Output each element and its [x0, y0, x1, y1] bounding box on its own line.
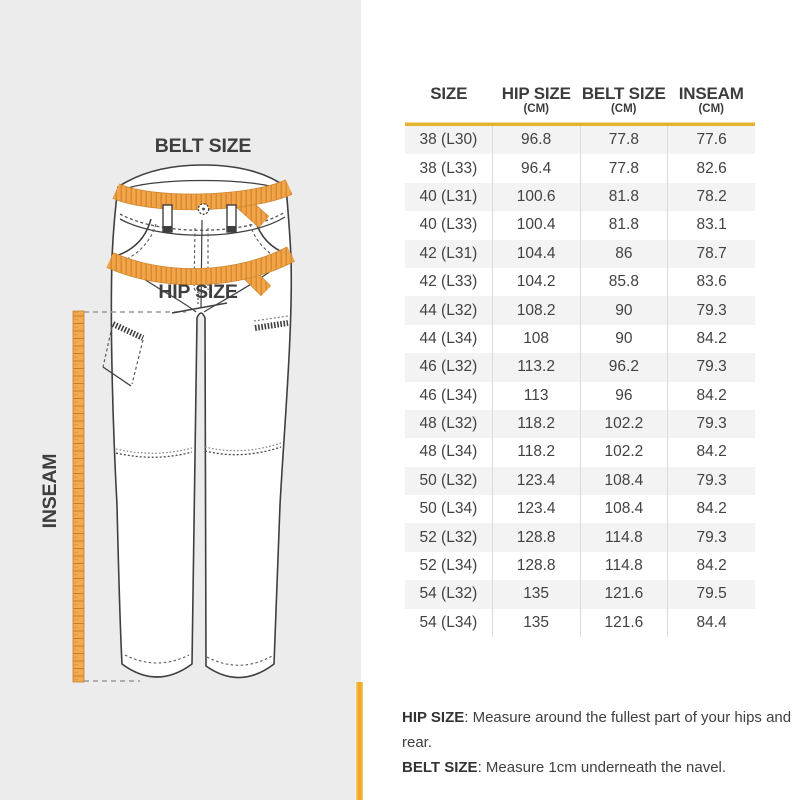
- table-cell-belt: 81.8: [580, 183, 668, 211]
- table-cell-inseam: 84.2: [667, 382, 755, 410]
- table-cell-belt: 90: [580, 296, 668, 324]
- table-row: [405, 438, 755, 466]
- table-cell-size: 46 (L34): [419, 386, 478, 404]
- footnote-text: : Measure 1cm underneath the navel.: [477, 759, 727, 776]
- table-cell-belt: 121.6: [580, 609, 668, 637]
- col-header-size: [405, 85, 493, 122]
- table-cell-size: 40 (L31): [419, 187, 478, 205]
- table-cell-inseam: 77.6: [667, 126, 755, 154]
- table-cell-belt: 121.6: [580, 580, 668, 608]
- hip-size-footnote: [402, 705, 792, 755]
- table-cell-inseam: 84.2: [667, 552, 755, 580]
- table-cell-belt: 102.2: [580, 438, 668, 466]
- table-cell-hip: 108: [492, 325, 580, 353]
- table-cell-size: 46 (L32): [419, 358, 478, 376]
- table-cell-hip: 123.4: [492, 495, 580, 523]
- table-cell-hip: 135: [492, 580, 580, 608]
- col-header-label: INSEAM: [678, 84, 744, 103]
- table-cell-belt: 85.8: [580, 268, 668, 296]
- table-cell-inseam: 84.2: [667, 495, 755, 523]
- table-cell-inseam: 84.2: [667, 325, 755, 353]
- table-row: [405, 268, 755, 296]
- table-cell-hip: 128.8: [492, 552, 580, 580]
- hip-size-label: HIP SIZE: [158, 281, 238, 303]
- table-row: [405, 126, 755, 154]
- table-cell-size: 50 (L32): [419, 471, 478, 489]
- footnote-term: HIP SIZE: [402, 709, 465, 726]
- accent-divider-bar: [356, 682, 363, 800]
- table-cell-inseam: 84.4: [667, 609, 755, 637]
- table-row: [405, 467, 755, 495]
- inseam-ruler: [73, 311, 84, 682]
- table-cell-inseam: 78.7: [667, 240, 755, 268]
- table-cell-size: 52 (L32): [419, 528, 478, 546]
- col-header-hip-size: [493, 85, 581, 122]
- table-cell-inseam: 79.3: [667, 523, 755, 551]
- belt-size-label: BELT SIZE: [154, 135, 252, 157]
- col-header-label: HIP SIZE: [501, 84, 571, 103]
- table-cell-hip: 104.4: [492, 240, 580, 268]
- table-cell-hip: 128.8: [492, 523, 580, 551]
- table-row: [405, 240, 755, 268]
- col-header-unit: (CM): [698, 103, 725, 115]
- table-cell-hip: 100.6: [492, 183, 580, 211]
- table-row: [405, 580, 755, 608]
- table-cell-belt: 114.8: [580, 552, 668, 580]
- table-cell-inseam: 84.2: [667, 438, 755, 466]
- table-cell-hip: 108.2: [492, 296, 580, 324]
- col-header-belt-size: [580, 85, 668, 122]
- table-row: [405, 552, 755, 580]
- table-cell-inseam: 79.3: [667, 296, 755, 324]
- table-row: [405, 353, 755, 381]
- table-cell-size: 44 (L32): [419, 301, 478, 319]
- size-table-rows: [405, 126, 755, 637]
- table-cell-belt: 114.8: [580, 523, 668, 551]
- table-cell-hip: 135: [492, 609, 580, 637]
- table-cell-size: 44 (L34): [419, 329, 478, 347]
- table-cell-size: 42 (L31): [419, 244, 478, 262]
- belt-size-footnote: [402, 755, 792, 780]
- table-cell-size: 48 (L32): [419, 415, 478, 433]
- inseam-label: INSEAM: [39, 453, 61, 529]
- waist-button: [198, 204, 208, 214]
- table-cell-size: 54 (L32): [419, 585, 478, 603]
- table-cell-hip: 123.4: [492, 467, 580, 495]
- table-cell-belt: 81.8: [580, 211, 668, 239]
- table-cell-belt: 77.8: [580, 126, 668, 154]
- table-cell-inseam: 83.6: [667, 268, 755, 296]
- table-cell-inseam: 79.3: [667, 410, 755, 438]
- table-cell-belt: 102.2: [580, 410, 668, 438]
- table-cell-inseam: 79.3: [667, 467, 755, 495]
- table-cell-size: 38 (L30): [419, 131, 478, 149]
- table-cell-hip: 118.2: [492, 410, 580, 438]
- table-row: [405, 382, 755, 410]
- table-row: [405, 296, 755, 324]
- table-cell-belt: 96: [580, 382, 668, 410]
- table-cell-inseam: 82.6: [667, 154, 755, 182]
- footnote-text: : Measure around the fullest part of your hips and rear.: [402, 709, 792, 751]
- footnote-term: BELT SIZE: [402, 759, 478, 776]
- col-header-unit: [405, 103, 493, 116]
- table-cell-size: 48 (L34): [419, 443, 478, 461]
- table-cell-belt: 90: [580, 325, 668, 353]
- table-cell-hip: 96.4: [492, 154, 580, 182]
- table-cell-belt: 108.4: [580, 467, 668, 495]
- table-row: [405, 325, 755, 353]
- measurement-footnotes: [402, 705, 792, 780]
- col-header-unit: (CM): [523, 103, 550, 115]
- table-cell-hip: 113.2: [492, 353, 580, 381]
- table-cell-hip: 96.8: [492, 126, 580, 154]
- table-cell-inseam: 79.5: [667, 580, 755, 608]
- table-cell-inseam: 83.1: [667, 211, 755, 239]
- table-cell-hip: 104.2: [492, 268, 580, 296]
- col-header-label: SIZE: [430, 84, 468, 103]
- table-cell-size: 54 (L34): [419, 613, 478, 631]
- table-row: [405, 495, 755, 523]
- col-header-unit: (CM): [610, 103, 637, 115]
- table-row: [405, 609, 755, 637]
- table-row: [405, 523, 755, 551]
- table-row: [405, 154, 755, 182]
- pants-diagram-panel: [0, 0, 361, 800]
- table-cell-hip: 113: [492, 382, 580, 410]
- col-header-inseam: [668, 85, 756, 122]
- col-header-label: BELT SIZE: [581, 84, 666, 103]
- table-cell-belt: 77.8: [580, 154, 668, 182]
- table-cell-size: 40 (L33): [419, 216, 478, 234]
- table-row: [405, 410, 755, 438]
- table-cell-hip: 100.4: [492, 211, 580, 239]
- table-cell-size: 52 (L34): [419, 557, 478, 575]
- table-row: [405, 211, 755, 239]
- table-cell-inseam: 79.3: [667, 353, 755, 381]
- pants-diagram: [0, 0, 361, 800]
- table-cell-inseam: 78.2: [667, 183, 755, 211]
- table-cell-size: 50 (L34): [419, 500, 478, 518]
- table-cell-size: 42 (L33): [419, 273, 478, 291]
- table-cell-belt: 108.4: [580, 495, 668, 523]
- table-cell-hip: 118.2: [492, 438, 580, 466]
- size-table: [405, 85, 755, 637]
- table-row: [405, 183, 755, 211]
- table-cell-size: 38 (L33): [419, 159, 478, 177]
- size-table-header: [405, 85, 755, 122]
- table-cell-belt: 86: [580, 240, 668, 268]
- table-cell-belt: 96.2: [580, 353, 668, 381]
